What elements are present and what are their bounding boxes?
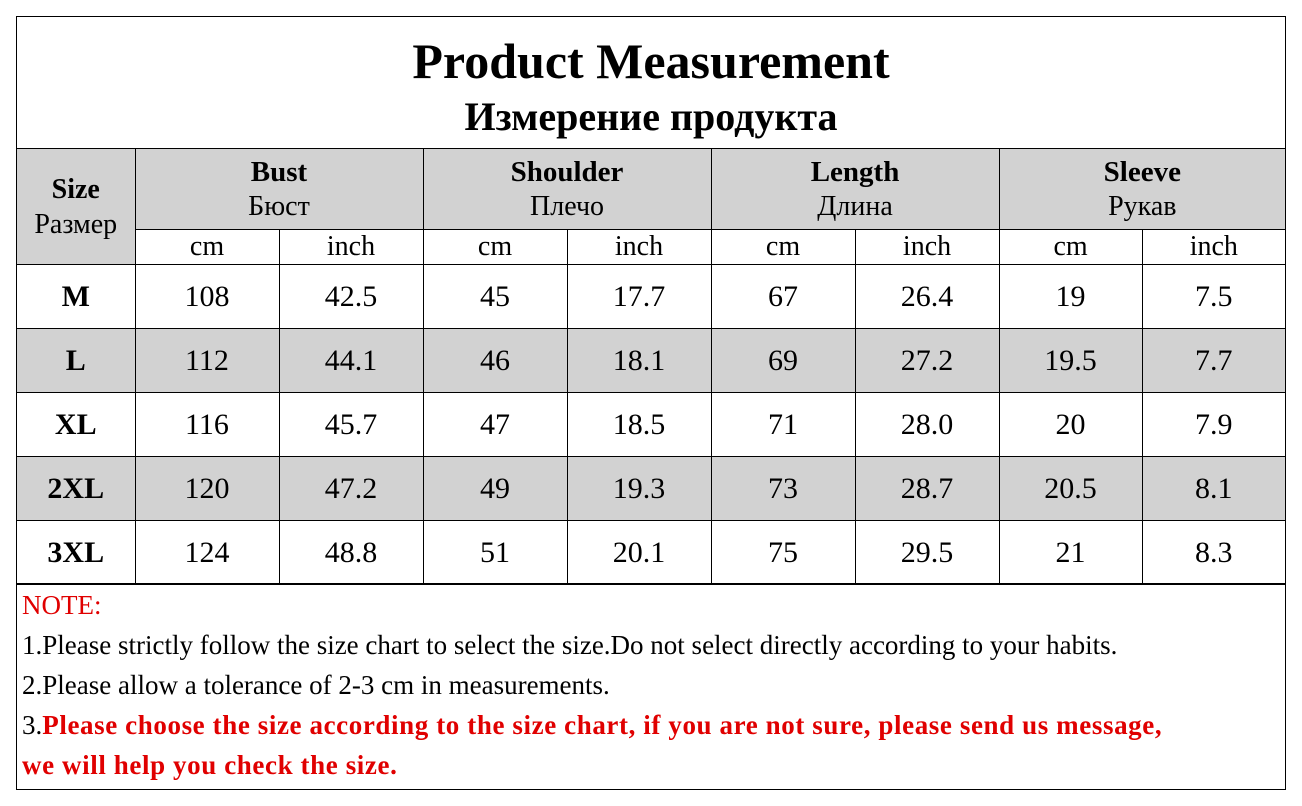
size-header-ru: Размер bbox=[34, 208, 118, 240]
shoulder-cm-cell: 45 bbox=[423, 265, 567, 329]
table-row bbox=[17, 521, 1285, 585]
shoulder-inch-cell: 19.3 bbox=[567, 457, 711, 521]
title-block bbox=[17, 17, 1285, 149]
bust-cm-cell: 108 bbox=[135, 265, 279, 329]
size-header bbox=[17, 149, 135, 265]
length-cm-cell: 71 bbox=[711, 393, 855, 457]
shoulder-inch-cell: 18.5 bbox=[567, 393, 711, 457]
unit-inch: inch bbox=[279, 230, 423, 265]
page-title-ru: Измерение продукта bbox=[464, 94, 838, 139]
length-inch-cell: 28.7 bbox=[855, 457, 999, 521]
size-header-en: Size bbox=[51, 173, 100, 205]
bust-inch-cell: 44.1 bbox=[279, 329, 423, 393]
bust-cm-cell: 116 bbox=[135, 393, 279, 457]
shoulder-inch-cell: 18.1 bbox=[567, 329, 711, 393]
shoulder-inch-cell: 17.7 bbox=[567, 265, 711, 329]
sleeve-cm-cell: 20 bbox=[999, 393, 1142, 457]
length-cm-cell: 73 bbox=[711, 457, 855, 521]
bust-inch-cell: 48.8 bbox=[279, 521, 423, 585]
table-row bbox=[17, 457, 1285, 521]
sleeve-inch-cell: 7.5 bbox=[1142, 265, 1285, 329]
unit-inch: inch bbox=[1142, 230, 1285, 265]
bust-inch-cell: 45.7 bbox=[279, 393, 423, 457]
unit-cm: cm bbox=[423, 230, 567, 265]
unit-inch: inch bbox=[855, 230, 999, 265]
notes-section bbox=[17, 583, 1285, 789]
measurement-table bbox=[17, 149, 1285, 585]
sleeve-inch-cell: 8.3 bbox=[1142, 521, 1285, 585]
sleeve-header bbox=[999, 149, 1285, 230]
shoulder-cm-cell: 47 bbox=[423, 393, 567, 457]
length-inch-cell: 27.2 bbox=[855, 329, 999, 393]
bust-cm-cell: 120 bbox=[135, 457, 279, 521]
sleeve-cm-cell: 19 bbox=[999, 265, 1142, 329]
sleeve-cm-cell: 21 bbox=[999, 521, 1142, 585]
note-line-1: 1.Please strictly follow the size chart to select the size.Do not select directly according to your habits. bbox=[22, 630, 1118, 660]
size-cell: L bbox=[17, 329, 135, 393]
table-row bbox=[17, 393, 1285, 457]
note-line-3 bbox=[22, 705, 1285, 745]
shoulder-cm-cell: 49 bbox=[423, 457, 567, 521]
sleeve-cm-cell: 20.5 bbox=[999, 457, 1142, 521]
bust-inch-cell: 47.2 bbox=[279, 457, 423, 521]
note-line-4-warning: we will help you check the size. bbox=[22, 750, 398, 780]
bust-inch-cell: 42.5 bbox=[279, 265, 423, 329]
table-row bbox=[17, 329, 1285, 393]
shoulder-header-en: Shoulder bbox=[510, 156, 624, 188]
unit-cm: cm bbox=[135, 230, 279, 265]
sleeve-header-en: Sleeve bbox=[1103, 156, 1181, 188]
size-cell: 3XL bbox=[17, 521, 135, 585]
note-line-2: 2.Please allow a tolerance of 2-3 cm in measurements. bbox=[22, 670, 610, 700]
sleeve-cm-cell: 19.5 bbox=[999, 329, 1142, 393]
bust-cm-cell: 124 bbox=[135, 521, 279, 585]
unit-cm: cm bbox=[999, 230, 1142, 265]
shoulder-header-ru: Плечо bbox=[530, 191, 605, 222]
size-cell: 2XL bbox=[17, 457, 135, 521]
unit-inch: inch bbox=[567, 230, 711, 265]
table-row bbox=[17, 265, 1285, 329]
length-cm-cell: 75 bbox=[711, 521, 855, 585]
length-cm-cell: 67 bbox=[711, 265, 855, 329]
sleeve-inch-cell: 7.9 bbox=[1142, 393, 1285, 457]
length-header bbox=[711, 149, 999, 230]
size-cell: M bbox=[17, 265, 135, 329]
length-header-ru: Длина bbox=[817, 191, 893, 222]
size-chart bbox=[16, 16, 1286, 790]
length-header-en: Length bbox=[810, 156, 900, 188]
bust-header-ru: Бюст bbox=[248, 191, 310, 222]
length-cm-cell: 69 bbox=[711, 329, 855, 393]
page-title: Product Measurement bbox=[412, 33, 890, 89]
unit-cm: cm bbox=[711, 230, 855, 265]
length-inch-cell: 26.4 bbox=[855, 265, 999, 329]
note-line-3-prefix: 3. bbox=[22, 710, 43, 740]
shoulder-header bbox=[423, 149, 711, 230]
shoulder-cm-cell: 46 bbox=[423, 329, 567, 393]
sleeve-inch-cell: 8.1 bbox=[1142, 457, 1285, 521]
shoulder-inch-cell: 20.1 bbox=[567, 521, 711, 585]
note-line-3-warning: Please choose the size according to the size chart, if you are not sure, please send us message, bbox=[42, 710, 1163, 740]
bust-cm-cell: 112 bbox=[135, 329, 279, 393]
note-title: NOTE: bbox=[22, 590, 102, 620]
bust-header-en: Bust bbox=[250, 156, 308, 188]
length-inch-cell: 28.0 bbox=[855, 393, 999, 457]
length-inch-cell: 29.5 bbox=[855, 521, 999, 585]
sleeve-inch-cell: 7.7 bbox=[1142, 329, 1285, 393]
bust-header bbox=[135, 149, 423, 230]
shoulder-cm-cell: 51 bbox=[423, 521, 567, 585]
sleeve-header-ru: Рукав bbox=[1108, 191, 1177, 222]
size-cell: XL bbox=[17, 393, 135, 457]
